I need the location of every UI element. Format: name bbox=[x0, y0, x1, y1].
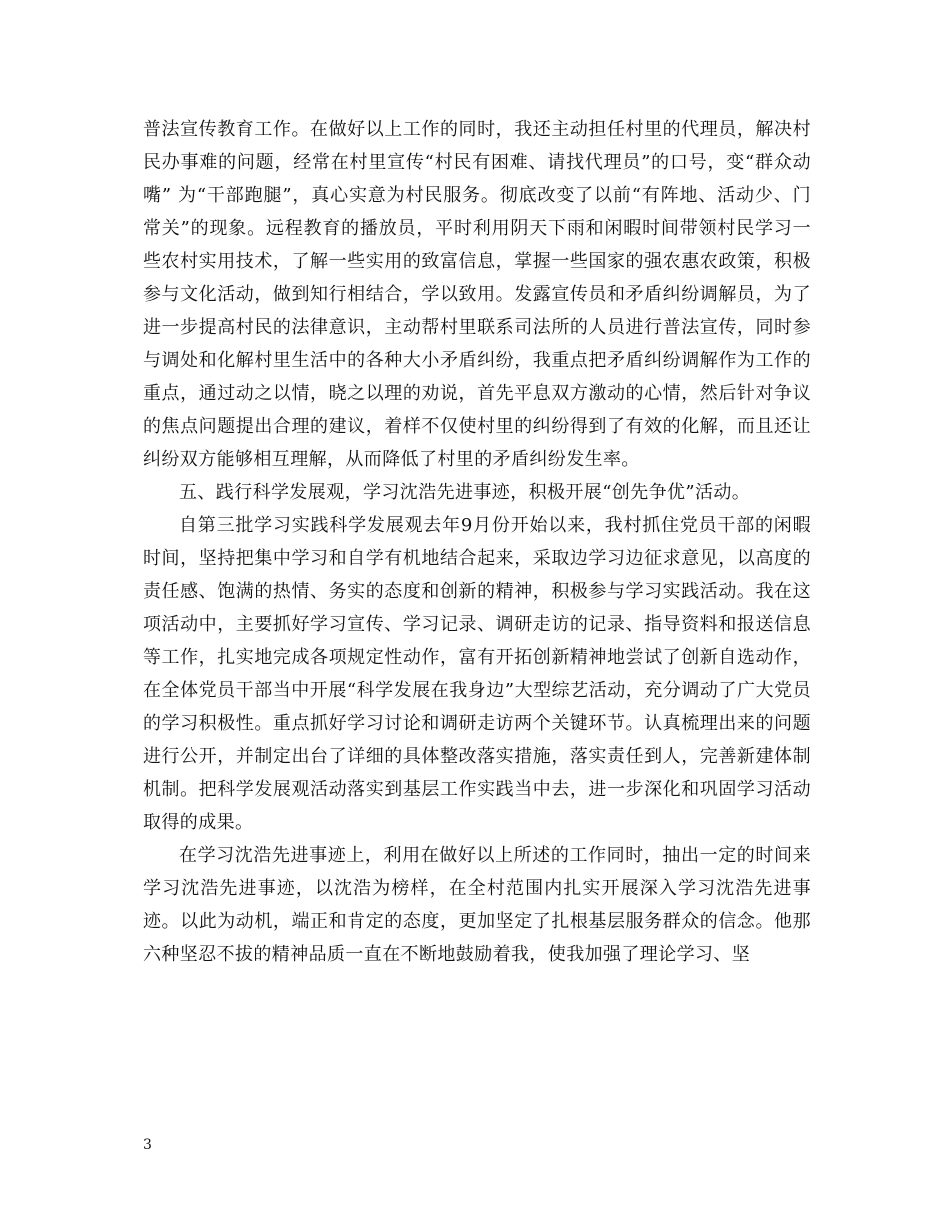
page-number: 3 bbox=[143, 1137, 152, 1153]
paragraph-3: 自第三批学习实践科学发展观去年9月份开始以来，我村抓住党员干部的闲暇时间，坚持把集中学习和自学有机地结合起来，采取边学习边征求意见，以高度的责任感、饱满的热情、务实的态度和创新的精神，积极参与学习实践活动。我在这项活动中，主要抓好学习宣传、学习记录、调研走访的记录、指导资料和报送信息等工作，扎实地完成各项规定性动作，富有开拓创新精神地尝试了创新自选动作，在全体党员干部当中开展“科学发展在我身边”大型综艺活动，充分调动了广大党员的学习积极性。重点抓好学习讨论和调研走访两个关键环节。认真梳理出来的问题进行公开，并制定出台了详细的具体整改落实措施，落实责任到人，完善新建体制机制。把科学发展观活动落实到基层工作实践当中去，进一步深化和巩固学习活动取得的成果。 bbox=[143, 515, 811, 833]
paragraph-4: 在学习沈浩先进事迹上，利用在做好以上所述的工作同时，抽出一定的时间来学习沈浩先进事迹，以沈浩为榜样，在全村范围内扎实开展深入学习沈浩先进事迹。以此为动机，端正和肯定的态度，更加坚定了扎根基层服务群众的信念。他那六种坚忍不拔的精神品质一直在不断地鼓励着我，使我加强了理论学习、坚 bbox=[143, 845, 811, 965]
paragraph-2-heading: 五、践行科学发展观，学习沈浩先进事迹，积极开展“创先争优”活动。 bbox=[179, 482, 751, 503]
document-body bbox=[143, 113, 811, 971]
paragraph-1: 普法宣传教育工作。在做好以上工作的同时，我还主动担任村里的代理员，解决村民办事难的问题，经常在村里宣传“村民有困难、请找代理员”的口号，变“群众动嘴” 为“干部跑腿”，真心实意为村民服务。彻底改变了以前“有阵地、活动少、门常关”的现象。远程教育的播放员，平时利用阴天下雨和闲暇时间带领村民学习一些农村实用技术，了解一些实用的致富信息，掌握一些国家的强农惠农政策，积极参与文化活动，做到知行相结合，学以致用。发露宣传员和矛盾纠纷调解员，为了进一步提高村民的法律意识，主动帮村里联系司法所的人员进行普法宣传，同时参与调处和化解村里生活中的各种大小矛盾纠纷，我重点把矛盾纠纷调解作为工作的重点，通过动之以情，晓之以理的劝说，首先平息双方激动的心情，然后针对争议的焦点问题提出合理的建议，着样不仅使村里的纠纷得到了有效的化解，而且还让纠纷双方能够相互理解，从而降低了村里的矛盾纠纷发生率。 bbox=[143, 119, 811, 470]
